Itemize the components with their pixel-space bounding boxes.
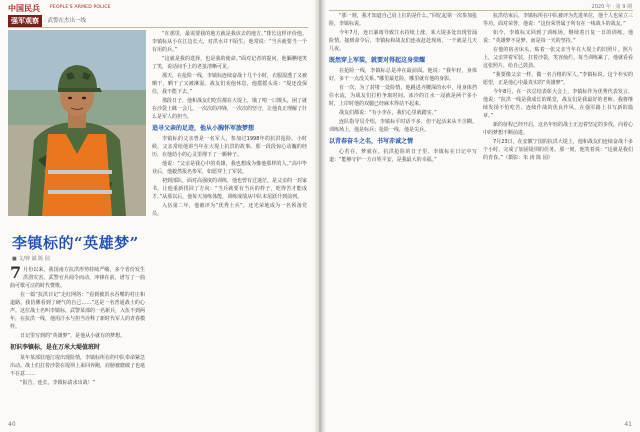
column-tag: 强军观察 xyxy=(8,15,42,27)
paragraph: 有一次，为了封堵一处险情，他跳进齐腰深的水中，用身体挡住水流，为战友们打桩争取时间。冰冷的江水一浸就是两个多小时，上岸时他的双腿已经麻木得站不起来。 xyxy=(329,85,477,107)
right-column-1 xyxy=(329,12,477,420)
left-column-1 xyxy=(10,266,145,416)
paragraph: “报告，连长，李镇标请求出战！” xyxy=(20,380,96,386)
paragraph: 在一篇“抗洪日记”走红网络：“看到被洪水吞噬的村庄和道路，我仿佛看到了硬气的自己……”这是一名普通战士的心声。这位战士名叫李镇标，武警某部的一名新兵，入伍不到两年，在抗洪一线，他用汗水与担当诠释了新时代军人的青春模样。 xyxy=(10,292,145,330)
paragraph: 日记里写到的“英雄梦”，是他从小就有的梦想。 xyxy=(20,333,126,339)
page-number: 40 xyxy=(8,421,16,428)
paragraph: 新的征程已经开启，这名年轻的战士正迈着坚定的步伐，向着心中的梦想不断前进。 xyxy=(483,122,633,136)
paragraph: 7月23日，在安徽宁国的抗洪大堤上，他和战友们连续奋战十多个小时，完成了加固堤坝的任务。那一刻，他笑着说：“这就是我们的青春。”（摄影：朱 涛 陈 园） xyxy=(483,139,633,161)
paragraph: “那一刻，我才知道自己肩上扛的是什么。”回忆起第一次参加抢险，李镇标说。 xyxy=(329,13,477,27)
drop-cap: 7 xyxy=(10,266,22,282)
paragraph: 连队指导员介绍，李镇标平时话不多，但干起活来从不含糊。训练场上，他是标兵；抢险一线，他是尖兵。 xyxy=(329,119,477,133)
left-column-2 xyxy=(152,30,307,415)
paragraph: 入伍第二年，他被评为“优秀士兵”，还光荣地成为一名预备党员。 xyxy=(152,203,307,217)
paragraph: 战友们都说：“有小李在，我们心里就踏实。” xyxy=(339,110,437,116)
magazine-logo-en: PEOPLE'S ARMED POLICE xyxy=(50,5,111,10)
paragraph: 今年7月，连日暴雨导致江水持续上涨，某大堤多处出现管涌险情。接到命令后，李镇标和战友们连夜赶赴现场，一干就是几天几夜。 xyxy=(329,30,477,52)
paragraph: 某年某部驻地江堤出现险情，李镇标所在的中队奉命紧急出动。战士们扛着沙袋在堤坝上来回奔跑，肩膀被磨破了也毫不在意…… xyxy=(10,355,145,377)
soldier-illustration xyxy=(8,30,146,216)
paragraph: 如今，李镇标又回到了训练场，继续着日复一日的训练。他说：“英雄梦不是梦，而是每一天的坚持。” xyxy=(483,30,633,44)
right-column-2 xyxy=(483,12,633,420)
header-divider xyxy=(329,10,633,11)
header-divider xyxy=(8,27,308,28)
paragraph: 今年8月，在一次总结表彰大会上，李镇标作为优秀代表发言。他说：“抗洪一线是我成长的课堂，战友们是我最好的老师。我将继续发扬不怕吃苦、连续作战的优良作风，在强军路上书写新的篇章。” xyxy=(483,89,633,119)
paragraph: 在抢险一线，李镇标总是冲在最前面。他说：“我年轻，身体好，多干一点没关系。”哪里最危险，哪里就有他的身影。 xyxy=(329,68,477,82)
issue-date: 2020 年 · 第 9 期 xyxy=(591,4,632,10)
section-heading: 既然穿上军装，就要对得起这身荣耀 xyxy=(329,57,426,64)
paragraph: 初到部队，面对高强度的训练，他也曾有过迷茫。是父亲的一封家书，让他重新找回了方向：“当兵就要有当兵的样子，吃得苦才能成才。”从那以后，他每天加练体能，训练成绩从中队末尾跃升到前列。 xyxy=(152,178,307,200)
section-heading: 追寻父亲的足迹，他从小胸怀军旅梦想 xyxy=(152,125,255,132)
paragraph: 心若在，梦就在。抗洪抢险的日子里，李镇标在日记中写道：“能够守护一方百姓平安，是我最大的幸福。” xyxy=(329,149,477,163)
paragraph: 李镇标的父亲曾是一名军人，参加过1998年的抗洪抢险。小时候，父亲常给他讲当年在大堤上抗洪的故事。那一段段惊心动魄的经历，在他幼小的心灵里埋下了一颗种子。 xyxy=(152,136,307,158)
right-page xyxy=(321,0,640,432)
column-subtitle: · 武警在杰出一线 xyxy=(44,18,86,24)
paragraph: 抗洪结束后，李镇标所在中队被评为先进单位，他个人也荣立三等功。面对荣誉，他说：“这份荣誉属于所有在一线战斗的战友。” xyxy=(483,13,633,27)
article-byline: ■ 文/钟 斌 陈 园 xyxy=(12,256,50,262)
paragraph: 那天，在抢险一线，李镇标连续奋战十几个小时，衣服湿透了又被晒干，晒干了又被淋湿。战友们劝他休息，他摇摇头说：“堤还没保住，我不能下去。” xyxy=(152,73,307,95)
magazine-logo: 中国民兵 xyxy=(8,3,40,13)
soldier-photo xyxy=(8,30,146,216)
paragraph: 在他的宿舍床头，贴着一张父亲当年在大堤上的旧照片。照片上，父亲穿着军装，扛着沙袋，笑容灿烂。每当训练累了，他就看看这张照片，给自己鼓劲。 xyxy=(483,47,633,69)
article-title: 李镇标的“英雄梦” xyxy=(12,234,139,252)
spine-shadow xyxy=(314,0,326,432)
page-number: 41 xyxy=(624,421,632,428)
paragraph: “我要像父亲一样，做一名合格的军人。”李镇标说。这个朴实的愿望，正是他心中最真实的“英雄梦”。 xyxy=(483,72,633,86)
paragraph: “这就是我的选择，也是我的使命。”面对记者的提问，他腼腆地笑了笑，说话间手上的老茧清晰可见。 xyxy=(152,56,307,70)
section-heading: 初识李镇标，是在万米大堤值班时 xyxy=(10,344,101,351)
left-page xyxy=(0,0,319,432)
paragraph: 他说：“父亲是我心中的英雄，我也想成为像他那样的人。”高中毕业后，他毅然报名参军，如愿穿上了军装。 xyxy=(152,161,307,175)
paragraph: 那段日子，他和战友们吃住都在大堤上，饿了啃一口馒头，困了就在沙袋上眯一会儿。一次次的冲锋，一次次的坚守，让他真正理解了什么是军人的担当。 xyxy=(152,98,307,120)
section-heading: 以青春奋斗之名，书写赤诚之情 xyxy=(329,138,414,145)
paragraph: 7 月份以来，我国南方抗洪形势持续严峻，多个省份发生洪涝灾害。武警官兵闻令而动，冲锋在前，谱写了一曲曲可歌可泣的时代赞歌。 xyxy=(10,266,145,289)
paragraph: “在那里，最需要我的地方就是我该去的地方。”排长这样评价他。李镇标从小在江边长大，对洪水并不陌生。他常说：“当兵就要当一个有用的兵。” xyxy=(152,31,307,53)
